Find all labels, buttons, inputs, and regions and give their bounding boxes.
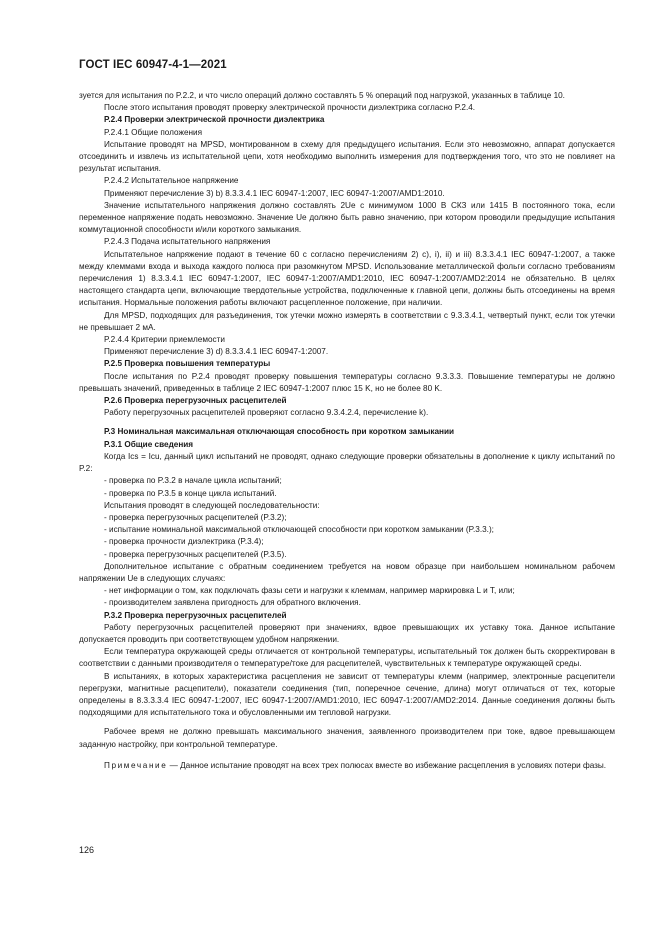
paragraph: Испытательное напряжение подают в течение 60 с согласно перечислениям 2) c), i), ii) и iii) 8.3.3.4.1 IEC 60947-1:2007, а также между клеммами входа и выхода каждого полюса при разомкнутом MPSD. Использование металлической фольги согласно требованиям перечисления 1) 8.3.3.4.1 IEC 60947-1:2007, IEC 60947-1:2007/AMD1:2010, IEC 60947-1:2007/AMD2:2014 не обязательно. В целях настоящего стандарта цепи, включающие твердотельные устройства, подключенные к главной цепи, должны быть отсоединены на время испытания. Нормальные положения работы включают расцепленное положение, при наличии. xyxy=(79,249,615,308)
paragraph: P.2.4.2 Испытательное напряжение xyxy=(104,176,239,186)
paragraph: - проверка прочности диэлектрика (P.3.4); xyxy=(104,537,264,547)
note-label: Примечание xyxy=(104,760,168,770)
paragraph: P.2.6 Проверка перегрузочных расцепителей xyxy=(104,396,287,406)
paragraph: Применяют перечисление 3) b) 8.3.3.4.1 IEC 60947-1:2007, IEC 60947-1:2007/AMD1:2010. xyxy=(104,188,445,198)
paragraph: Если температура окружающей среды отличается от контрольной температуры, испытательный ток должен быть скорректирован в соответствии с данными производителя о температуре/токе для расцепителей, чувствительных к температуре окружающей среды. xyxy=(79,647,615,669)
paragraph: P.3 Номинальная максимальная отключающая способность при коротком замыкании xyxy=(104,427,455,437)
paragraph: зуется для испытания по P.2.2, и что число операций должно составлять 5 % операций под нагрузкой, указанных в таблице 10. xyxy=(79,91,565,100)
paragraph: Испытания проводят в следующей последовательности: xyxy=(104,500,320,510)
paragraph: P.2.4 Проверки электрической прочности диэлектрика xyxy=(104,115,325,125)
paragraph: - проверка перегрузочных расцепителей (P.3.5). xyxy=(104,549,287,559)
paragraph: P.2.5 Проверка повышения температуры xyxy=(104,359,271,369)
paragraph: P.3.1 Общие сведения xyxy=(104,439,194,449)
paragraph: Для MPSD, подходящих для разъединения, ток утечки можно измерять в соответствии с 9.3.3.4.1, четвертый пункт, если ток утечки не превышает 2 мА. xyxy=(79,310,615,332)
paragraph: P.2.4.3 Подача испытательного напряжения xyxy=(104,237,271,247)
paragraph: Испытание проводят на MPSD, монтированном в схему для предыдущего испытания. Если это невозможно, аппарат допускается отсоединить и извлечь из испытательной цепи, хотя необходимо выполнить измерения для подтверждения того, что это не повлияет на результат испытания. xyxy=(79,139,615,174)
paragraph: P.2.4.1 Общие положения xyxy=(104,127,203,137)
note-text: — Данное испытание проводят на всех трех полюсах вместе во избежание расцепления в условиях потери фазы. xyxy=(167,760,607,770)
paragraph: Работу перегрузочных расцепителей проверяют согласно 9.3.4.2.4, перечисление k). xyxy=(104,408,429,418)
paragraph: P.2.4.4 Критерии приемлемости xyxy=(104,335,225,345)
paragraph: - проверка перегрузочных расцепителей (P.3.2); xyxy=(104,512,287,522)
paragraph: - проверка по P.3.5 в конце цикла испытаний. xyxy=(104,488,277,498)
standard-title: ГОСТ IEC 60947-4-1—2021 xyxy=(79,59,227,71)
paragraph: Дополнительное испытание с обратным соединением требуется на новом образце при наибольшем номинальном рабочем напряжении Ue в следующих случаях: xyxy=(79,561,615,583)
paragraph: - проверка по P.3.2 в начале цикла испытаний; xyxy=(104,476,282,486)
paragraph: После этого испытания проводят проверку электрической прочности диэлектрика согласно P.2.4. xyxy=(104,103,476,113)
note xyxy=(79,760,615,772)
paragraph: В испытаниях, в которых характеристика расцепления не зависит от температуры клемм (например, электронные расцепители перегрузки, магнитные расцепители), показатели соединения (тип, поперечное сечение, длина) могут отличаться от тех, которые определены в 8.3.3.3.4 IEC 60947-1:2007, IEC 60947-1:2007/AMD1:2010, IEC 60947-1:2007/AMD2:2014. Данные соединения должны быть подходящими для испытательного тока и обусловленными им тепловой нагрузки. xyxy=(79,671,615,718)
paragraph: Когда Ics = Icu, данный цикл испытаний не проводят, однако следующие проверки обязательны в дополнение к циклу испытаний по P.2: xyxy=(79,451,615,474)
paragraph: - испытание номинальной максимальной отключающей способности при коротком замыкании (P.3.3.); xyxy=(104,525,494,535)
paragraph: - нет информации о том, как подключать фазы сети и нагрузки к клеммам, например маркировка L и T, или; xyxy=(104,586,515,596)
paragraph: - производителем заявлена пригодность для обратного включения. xyxy=(104,598,361,608)
paragraph: P.3.2 Проверка перегрузочных расцепителей xyxy=(104,610,287,620)
paragraph: Значение испытательного напряжения должно составлять 2Ue с минимумом 1000 В СКЗ или 1415 В постоянного тока, если переменное напряжение подать невозможно. Значение Ue должно быть равно значению, при котором проводили предыдущие испытания коммутационной способности и/или короткого замыкания. xyxy=(79,200,615,235)
document-body xyxy=(79,90,615,772)
paragraph: Применяют перечисление 3) d) 8.3.3.4.1 IEC 60947-1:2007. xyxy=(104,347,329,357)
paragraph: После испытания по P.2.4 проводят проверку повышения температуры согласно 9.3.3.3. Повышение температуры не должно превышать значений, приведенных в таблице 2 IEC 60947-1:2007 плюс 15 K, но не более 80 K. xyxy=(79,371,615,393)
page-number: 126 xyxy=(79,845,95,855)
paragraph: Рабочее время не должно превышать максимального значения, заявленного производителем при токе, вдвое превышающем заданную настройку, при контрольной температуре. xyxy=(79,727,615,749)
paragraph: Работу перегрузочных расцепителей проверяют при значениях, вдвое превышающих их уставку тока. Данное испытание допускается проводить при соответствующем удобном напряжении. xyxy=(79,622,615,644)
